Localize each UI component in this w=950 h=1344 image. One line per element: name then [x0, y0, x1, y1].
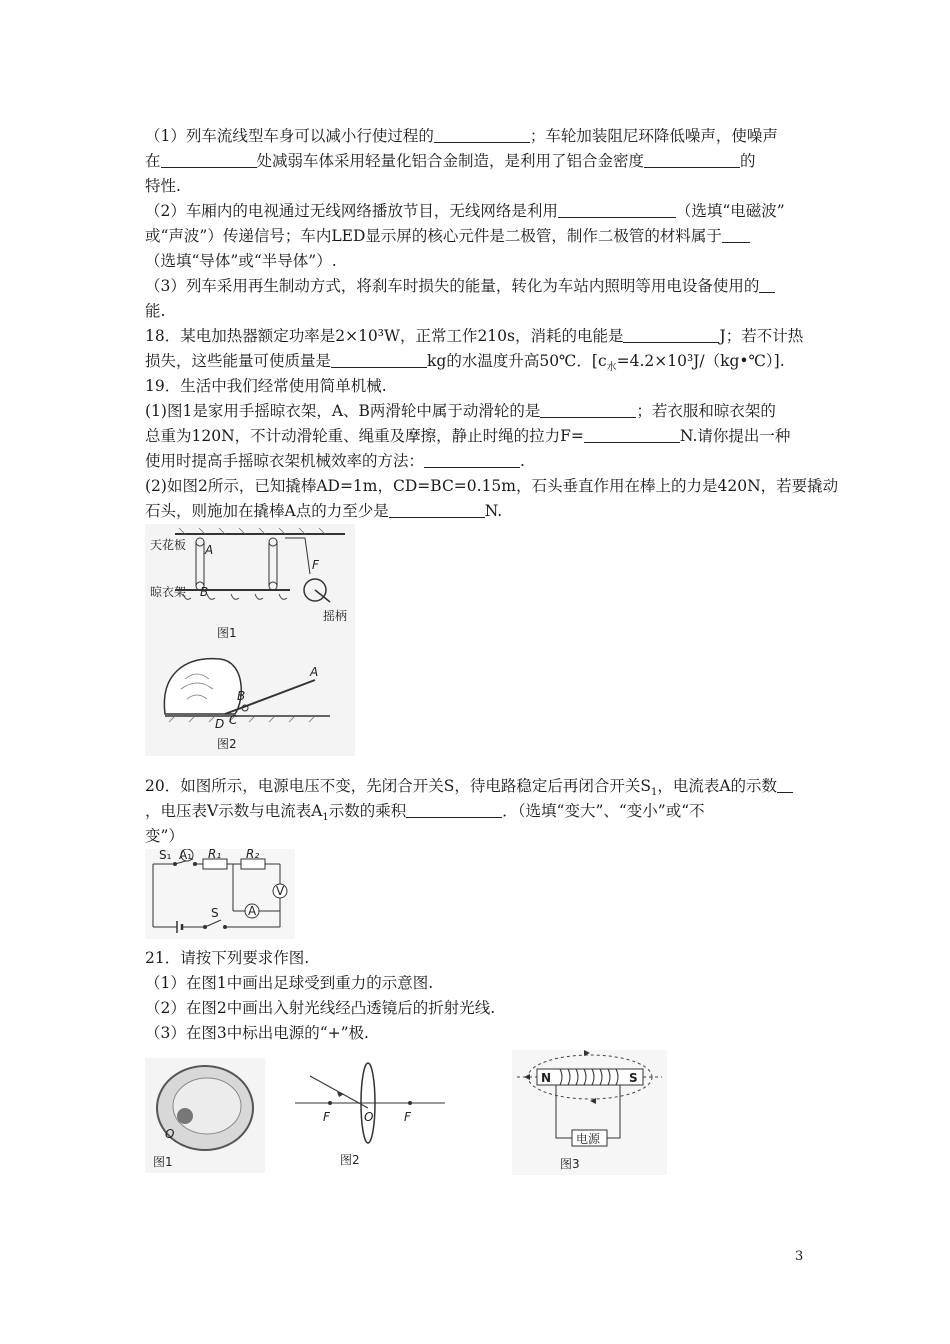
subscript: 1 [322, 812, 329, 824]
text: 处减弱车体采用轻量化铝合金制造，是利用了铝合金密度 [256, 152, 645, 170]
text: （2）车厢内的电视通过无线网络播放节目，无线网络是利用 [145, 202, 558, 220]
label-v: V [276, 884, 285, 898]
q19-p1-line3: 使用时提高手摇晾衣架机械效率的方法： . [145, 452, 525, 470]
label-a: A [205, 543, 214, 557]
label-power: 电源 [576, 1132, 601, 1146]
answer-blank[interactable] [389, 501, 485, 518]
label-s: S [629, 1071, 638, 1085]
q19-p2-line1: (2)如图2所示，已知撬棒AD=1m，CD=BC=0.15m，石头垂直作用在棒上的力是420N，若要撬动 [145, 477, 839, 495]
label-a: A [310, 665, 319, 679]
q17-p1-line1 [145, 124, 815, 148]
label-o: O [165, 1127, 175, 1141]
q18-line1 [145, 324, 815, 348]
q17-p3-line2: 能. [145, 302, 166, 320]
q19-p1-line2 [145, 424, 815, 448]
answer-blank[interactable] [540, 401, 636, 418]
label-b: B [200, 585, 209, 599]
text: ，电压表V示数与电流表A [145, 802, 323, 820]
text: 示数的乘积 [328, 802, 407, 820]
text: ；车轮加装阻尼环降低噪声，使噪声 [529, 127, 778, 145]
q20-line3: 变”） [145, 827, 184, 845]
q21-title: 21．请按下列要求作图. [145, 949, 310, 967]
text: （选填“电磁波” [675, 202, 785, 220]
answer-blank[interactable] [623, 326, 719, 343]
answer-blank[interactable] [777, 776, 793, 793]
answer-blank[interactable] [161, 151, 257, 168]
q21-item2: （2）在图2中画出入射光线经凸透镜后的折射光线. [145, 999, 496, 1017]
label-d: D [215, 717, 225, 731]
text: （3）列车采用再生制动方式，将刹车时损失的能量，转化为车站内照明等用电设备使用的 [145, 277, 760, 295]
label-a1: A₁ [179, 849, 193, 862]
answer-blank[interactable] [759, 276, 775, 293]
text: 总重为120N，不计动滑轮重、绳重及摩擦，静止时绳的拉力F= [145, 427, 584, 445]
q19-p1-line1 [145, 399, 815, 423]
text: 损失，这些能量可使质量是 [145, 352, 332, 370]
figure-football [145, 1058, 265, 1173]
text: ，电流表A的示数 [657, 777, 778, 795]
answer-blank[interactable] [722, 226, 750, 243]
label-rack: 晾衣架 [150, 585, 187, 599]
text: 或“声波”）传递信号；车内LED显示屏的核心元件是二极管，制作二极管的材料属于 [145, 227, 722, 245]
text: 的 [740, 152, 756, 170]
subscript: 1 [650, 787, 658, 799]
label-c: C [229, 713, 238, 727]
page-number: 3 [795, 1249, 804, 1264]
solenoid-core [537, 1069, 643, 1085]
text: 18．某电加热器额定功率是2×10³W，正常工作210s，消耗的电能是 [145, 327, 624, 345]
figure-caption: 图1 [217, 626, 237, 640]
text: 使用时提高手摇晾衣架机械效率的方法： [145, 452, 425, 470]
answer-blank[interactable] [584, 426, 680, 443]
answer-blank[interactable] [331, 351, 427, 368]
answer-blank[interactable] [644, 151, 740, 168]
q21-item1: （1）在图1中画出足球受到重力的示意图. [145, 974, 434, 992]
q17-p1-line2 [145, 149, 815, 173]
label-f-right: F [404, 1110, 411, 1124]
label-f-left: F [323, 1110, 330, 1124]
label-handle: 摇柄 [323, 609, 348, 623]
figure-circuit [145, 849, 295, 939]
text: N. [484, 502, 503, 520]
figure-caption: 图1 [153, 1155, 173, 1169]
answer-blank[interactable] [406, 801, 502, 818]
q17-p1-line3: 特性. [145, 177, 181, 195]
label-b: B [237, 689, 246, 703]
text: ；若衣服和晾衣架的 [636, 402, 776, 420]
q17-p2-line1 [145, 199, 815, 223]
figure-caption: 图2 [340, 1153, 360, 1167]
q17-p2-line2 [145, 224, 815, 248]
label-ceiling: 天花板 [150, 538, 187, 552]
label-s1: S₁ [159, 849, 172, 862]
text: kg的水温度升高50℃．[c [427, 352, 607, 370]
text: 石头，则施加在撬棒A点的力至少是 [145, 502, 389, 520]
label-a: A [248, 904, 257, 918]
answer-blank[interactable] [434, 126, 530, 143]
text: （1）列车流线型车身可以减小行使过程的 [145, 127, 434, 145]
label-r2: R₂ [246, 849, 260, 861]
label-n: N [541, 1071, 552, 1085]
text: =4.2×10³J/（kg•℃）]. [616, 352, 785, 370]
text: 20．如图所示，电源电压不变，先闭合开关S，待电路稳定后再闭合开关S [145, 777, 651, 795]
q17-p2-line3: （选填“导体”或“半导体”）. [145, 252, 337, 270]
label-f: F [312, 558, 319, 572]
figure-caption: 图2 [217, 737, 237, 751]
label-o: O [364, 1110, 374, 1124]
q17-p3-line1 [145, 274, 815, 298]
text: J；若不计热 [719, 327, 804, 345]
figure-crowbar [145, 644, 355, 756]
text: 在 [145, 152, 161, 170]
figure-lens [290, 1058, 450, 1173]
figure-clothes-rack [145, 524, 355, 644]
q21-item3: （3）在图3中标出电源的“+”极. [145, 1024, 369, 1042]
q19-p2-line2 [145, 499, 815, 523]
label-r1: R₁ [208, 849, 222, 861]
answer-blank[interactable] [558, 201, 676, 218]
text: N.请你提出一种 [679, 427, 791, 445]
answer-blank[interactable] [424, 451, 520, 468]
text: ．（选填“变大”、“变小”或“不 [502, 802, 705, 820]
figure-solenoid [512, 1050, 667, 1175]
figure-caption: 图3 [560, 1157, 580, 1171]
label-s: S [211, 906, 219, 920]
q19-title: 19．生活中我们经常使用简单机械. [145, 377, 387, 395]
text: (1)图1是家用手摇晾衣架，A、B两滑轮中属于动滑轮的是 [145, 402, 541, 420]
subscript: 水 [606, 362, 617, 374]
